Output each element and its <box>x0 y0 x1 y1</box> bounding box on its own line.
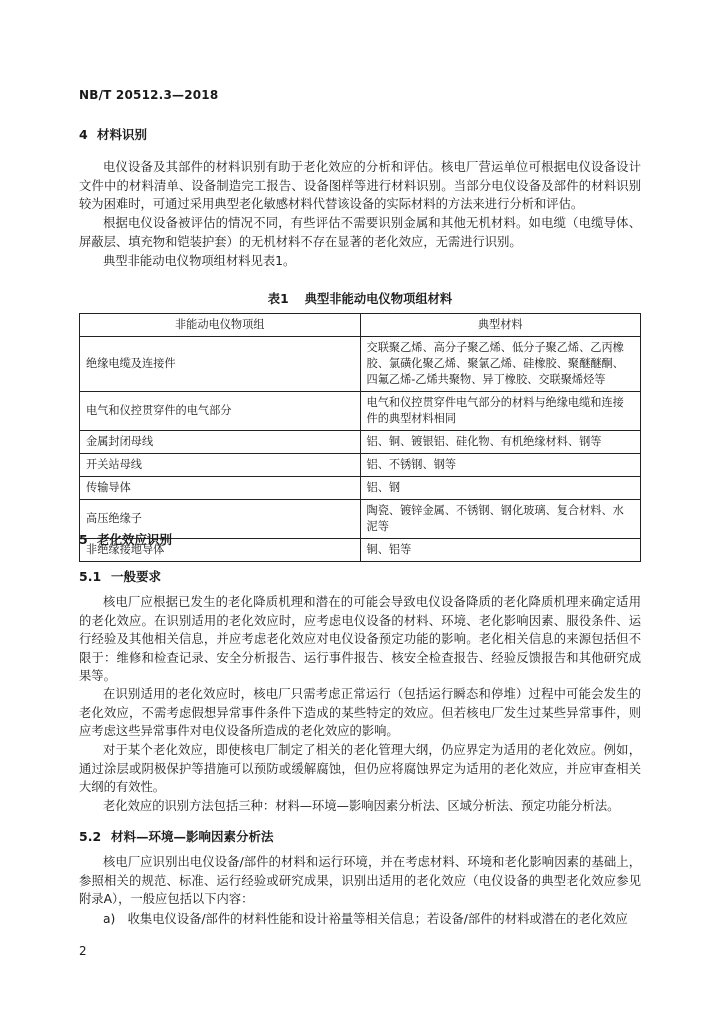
paragraph: 对于某个老化效应，即使核电厂制定了相关的老化管理大纲，仍应界定为适用的老化效应。例如，通过涂层或阴极保护等措施可以预防或缓解腐蚀，但仍应将腐蚀界定为适用的老化效应，并应审查相关大纲的有效性。 <box>79 743 641 794</box>
table-cell-materials: 交联聚乙烯、高分子聚乙烯、低分子聚乙烯、乙丙橡胶、氯磺化聚乙烯、聚氯乙烯、硅橡胶、聚醚醚酮、四氟乙烯-乙烯共聚物、异丁橡胶、交联聚烯烃等 <box>360 337 641 392</box>
table-cell-item: 开关站母线 <box>80 454 361 477</box>
section-title: 材料识别 <box>97 127 148 142</box>
section-4-heading <box>79 125 147 143</box>
section-number: 4 <box>79 127 88 142</box>
paragraph: 核电厂应根据已发生的老化降质机理和潜在的可能会导致电仪设备降质的老化降质机理来确定适用的老化效应。在识别适用的老化效应时，应考虑电仪设备的材料、环境、老化影响因素、服役条件、运行经验及其他相关信息，并应考虑老化效应对电仪设备预定功能的影响。老化相关信息的来源包括但不限于：维修和检查记录、安全分析报告、运行事件报告、核安全检查报告、经验反馈报告和其他研究成果等。 <box>79 595 641 683</box>
paragraph: 典型非能动电仪物项组材料见表1。 <box>103 254 296 268</box>
table-row <box>80 392 641 431</box>
table-cell-item: 电气和仪控贯穿件的电气部分 <box>80 392 361 431</box>
materials-table <box>79 313 641 562</box>
subsection-title: 材料—环境—影响因素分析法 <box>111 829 274 844</box>
column-header: 典型材料 <box>360 314 641 337</box>
table-cell-materials: 铜、铝等 <box>360 539 641 562</box>
section-number: 5 <box>79 532 88 547</box>
table-caption <box>79 289 641 307</box>
paragraph: 根据电仪设备被评估的情况不同，有些评估不需要识别金属和其他无机材料。如电缆（电缆导体、屏蔽层、填充物和铠装护套）的无机材料不存在显著的老化效应，无需进行识别。 <box>79 216 641 249</box>
document-code: NB/T 20512.3—2018 <box>79 88 219 102</box>
paragraph: 电仪设备及其部件的材料识别有助于老化效应的分析和评估。核电厂营运单位可根据电仪设备设计文件中的材料清单、设备制造完工报告、设备图样等进行材料识别。当部分电仪设备及部件的材料识别较为困难时，可通过采用典型老化敏感材料代替该设备的实际材料的方法来进行分析和评估。 <box>79 160 641 211</box>
table-cell-item: 金属封闭母线 <box>80 431 361 454</box>
table-row <box>80 477 641 500</box>
subsection-title: 一般要求 <box>111 569 162 584</box>
section-5-heading <box>79 530 172 548</box>
table-cell-item: 非绝缘接地导体 <box>80 539 361 562</box>
table-cell-materials: 陶瓷、镀锌金属、不锈钢、钢化玻璃、复合材料、水泥等 <box>360 500 641 539</box>
page-number: 2 <box>79 944 87 958</box>
table-cell-item: 传输导体 <box>80 477 361 500</box>
column-header: 非能动电仪物项组 <box>80 314 361 337</box>
table-row <box>80 431 641 454</box>
table-header-row <box>80 314 641 337</box>
subsection-number: 5.2 <box>79 829 102 844</box>
table-row <box>80 337 641 392</box>
table-cell-materials: 铝、钢 <box>360 477 641 500</box>
table-cell-materials: 电气和仪控贯穿件电气部分的材料与绝缘电缆和连接件的典型材料相同 <box>360 392 641 431</box>
table-number: 表1 <box>267 292 289 306</box>
paragraph: 在识别适用的老化效应时，核电厂只需考虑正常运行（包括运行瞬态和停堆）过程中可能会发生的老化效应，不需考虑假想异常事件条件下造成的某些特定的效应。但若核电厂发生过某些异常事件，则应考虑这些异常事件对电仪设备所造成的老化效应的影响。 <box>79 687 641 738</box>
table-cell-materials: 铝、不锈钢、钢等 <box>360 454 641 477</box>
table-title: 典型非能动电仪物项组材料 <box>304 292 453 306</box>
subsection-number: 5.1 <box>79 569 102 584</box>
paragraph: 核电厂应识别出电仪设备/部件的材料和运行环境，并在考虑材料、环境和老化影响因素的基础上，参照相关的规范、标准、运行经验或研究成果，识别出适用的老化效应（电仪设备的典型老化效应参见附录A），一般应包括以下内容： <box>79 855 641 906</box>
table-cell-item: 高压绝缘子 <box>80 500 361 539</box>
subsection-5-2-heading <box>79 827 274 845</box>
table-cell-item: 绝缘电缆及连接件 <box>80 337 361 392</box>
paragraph: 老化效应的识别方法包括三种：材料—环境—影响因素分析法、区域分析法、预定功能分析法。 <box>103 799 620 813</box>
subsection-5-1-heading <box>79 567 161 585</box>
table-cell-materials: 铝、铜、镀银铝、硅化物、有机绝缘材料、钢等 <box>360 431 641 454</box>
section-title: 老化效应识别 <box>97 532 173 547</box>
list-item: a) 收集电仪设备/部件的材料性能和设计裕量等相关信息；若设备/部件的材料或潜在的老化效应 <box>103 912 628 926</box>
table-row <box>80 454 641 477</box>
